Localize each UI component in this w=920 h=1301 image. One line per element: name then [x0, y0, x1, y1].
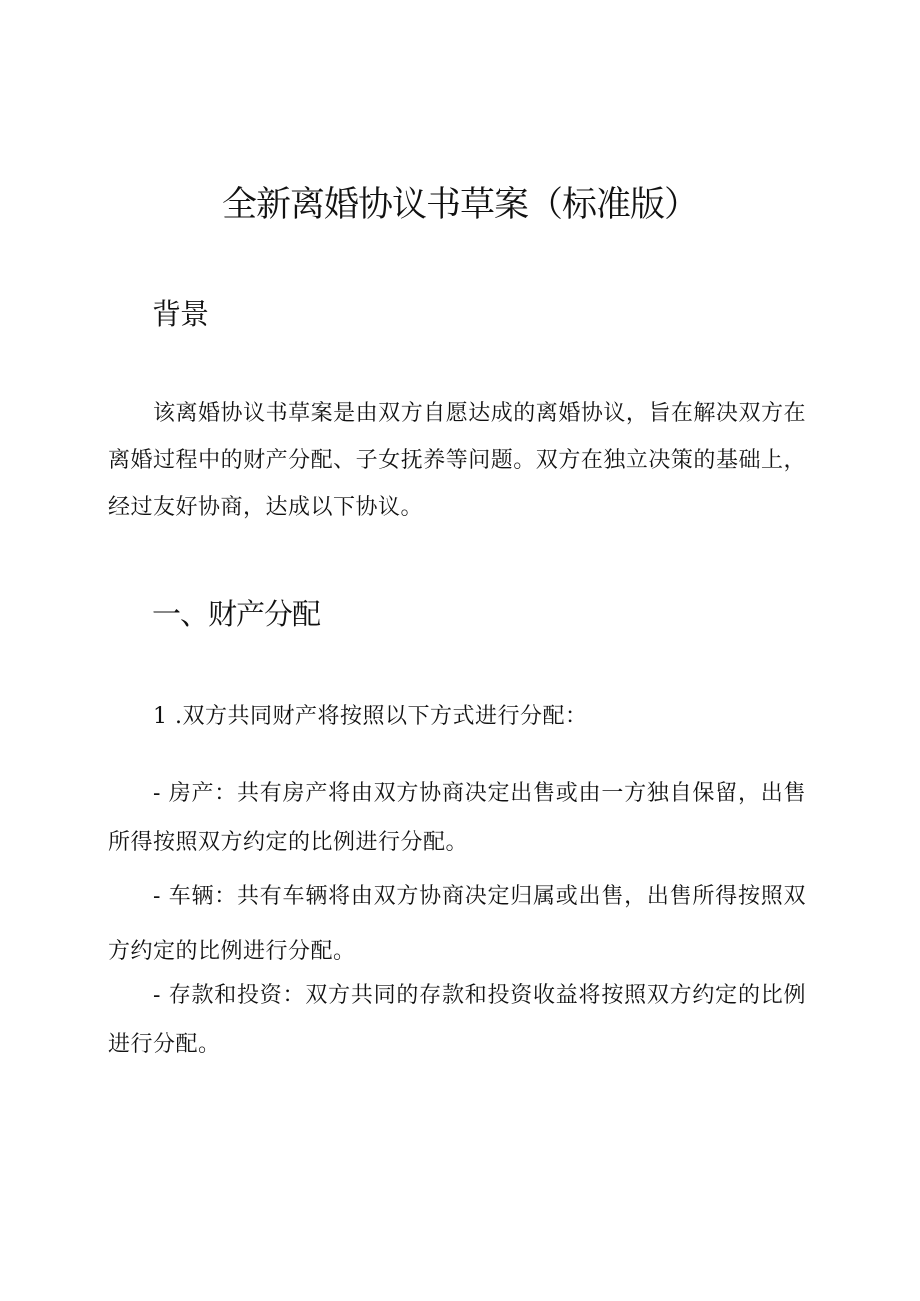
background-paragraph: 该离婚协议书草案是由双方自愿达成的离婚协议，旨在解决双方在离婚过程中的财产分配、子女抚养等问题。双方在独立决策的基础上，经过友好协商，达成以下协议。 — [108, 401, 806, 520]
property-clause-savings: - 存款和投资：双方共同的存款和投资收益将按照双方约定的比例进行分配。 — [108, 983, 806, 1057]
document-title: 全新离婚协议书草案（标准版） — [221, 185, 698, 225]
section-heading-property-division: 一、财产分配 — [152, 597, 321, 631]
property-clause-car: - 车辆：共有车辆将由双方协商决定归属或出售，出售所得按照双方约定的比例进行分配。 — [108, 884, 806, 964]
property-clause-house: - 房产：共有房产将由双方协商决定出售或由一方独自保留，出售所得按照双方约定的比例进行分配。 — [108, 781, 806, 855]
property-item-1: 1 .双方共同财产将按照以下方式进行分配： — [153, 704, 588, 729]
section-heading-background: 背景 — [152, 297, 209, 331]
